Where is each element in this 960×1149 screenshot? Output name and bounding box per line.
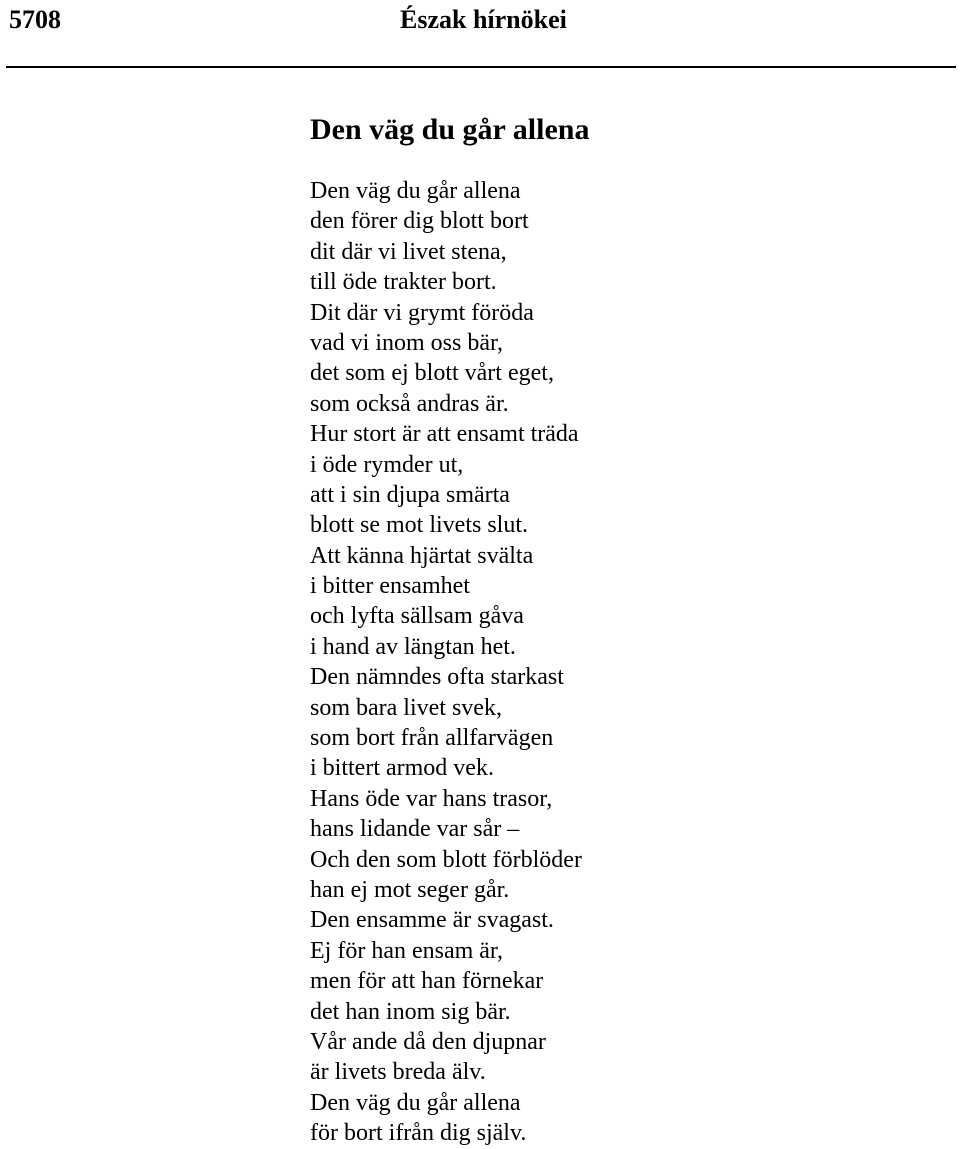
poem-line: den förer dig blott bort [310, 208, 529, 235]
poem-line: Den väg du går allena [310, 1089, 521, 1116]
poem-line: som bort från allfarvägen [310, 725, 554, 752]
poem-line: för bort ifrån dig själv. [310, 1120, 527, 1147]
poem-line: som också andras är. [310, 390, 509, 417]
poem-line: Hans öde var hans trasor, [310, 785, 553, 812]
poem-line: som bara livet svek, [310, 694, 502, 721]
poem-line: Den ensamme är svagast. [310, 907, 554, 934]
poem-line: det som ej blott vårt eget, [310, 360, 554, 387]
poem-body [310, 176, 582, 1149]
page-number: 5708 [9, 5, 61, 34]
poem-title: Den väg du går allena [310, 113, 590, 146]
poem-line: Att känna hjärtat svälta [310, 542, 534, 569]
poem-line: Och den som blott förblöder [310, 846, 582, 873]
poem-line: blott se mot livets slut. [310, 512, 529, 539]
poem-line: och lyfta sällsam gåva [310, 603, 524, 630]
poem-line: till öde trakter bort. [310, 269, 497, 296]
poem-line: Ej för han ensam är, [310, 937, 503, 964]
poem-line: Vår ande då den djupnar [310, 1028, 546, 1055]
header-rule [6, 66, 956, 68]
poem-line: Hur stort är att ensamt träda [310, 421, 579, 448]
poem-line: i bittert armod vek. [310, 755, 494, 782]
poem-line: Den nämndes ofta starkast [310, 664, 564, 691]
poem-line: i bitter ensamhet [310, 573, 470, 600]
poem-line: i öde rymder ut, [310, 451, 464, 478]
running-title: Észak hírnökei [400, 5, 567, 34]
poem-line: han ej mot seger går. [310, 876, 510, 903]
poem-line: hans lidande var sår – [310, 816, 520, 843]
poem-line: men för att han förnekar [310, 968, 544, 995]
poem-line: Den väg du går allena [310, 178, 521, 204]
poem-line: dit där vi livet stena, [310, 238, 507, 265]
poem-line: vad vi inom oss bär, [310, 329, 504, 356]
poem-line: i hand av längtan het. [310, 633, 516, 660]
poem-line: Dit där vi grymt föröda [310, 299, 534, 326]
poem-line: att i sin djupa smärta [310, 481, 510, 508]
poem-line: är livets breda älv. [310, 1059, 486, 1086]
poem-line: det han inom sig bär. [310, 998, 511, 1025]
